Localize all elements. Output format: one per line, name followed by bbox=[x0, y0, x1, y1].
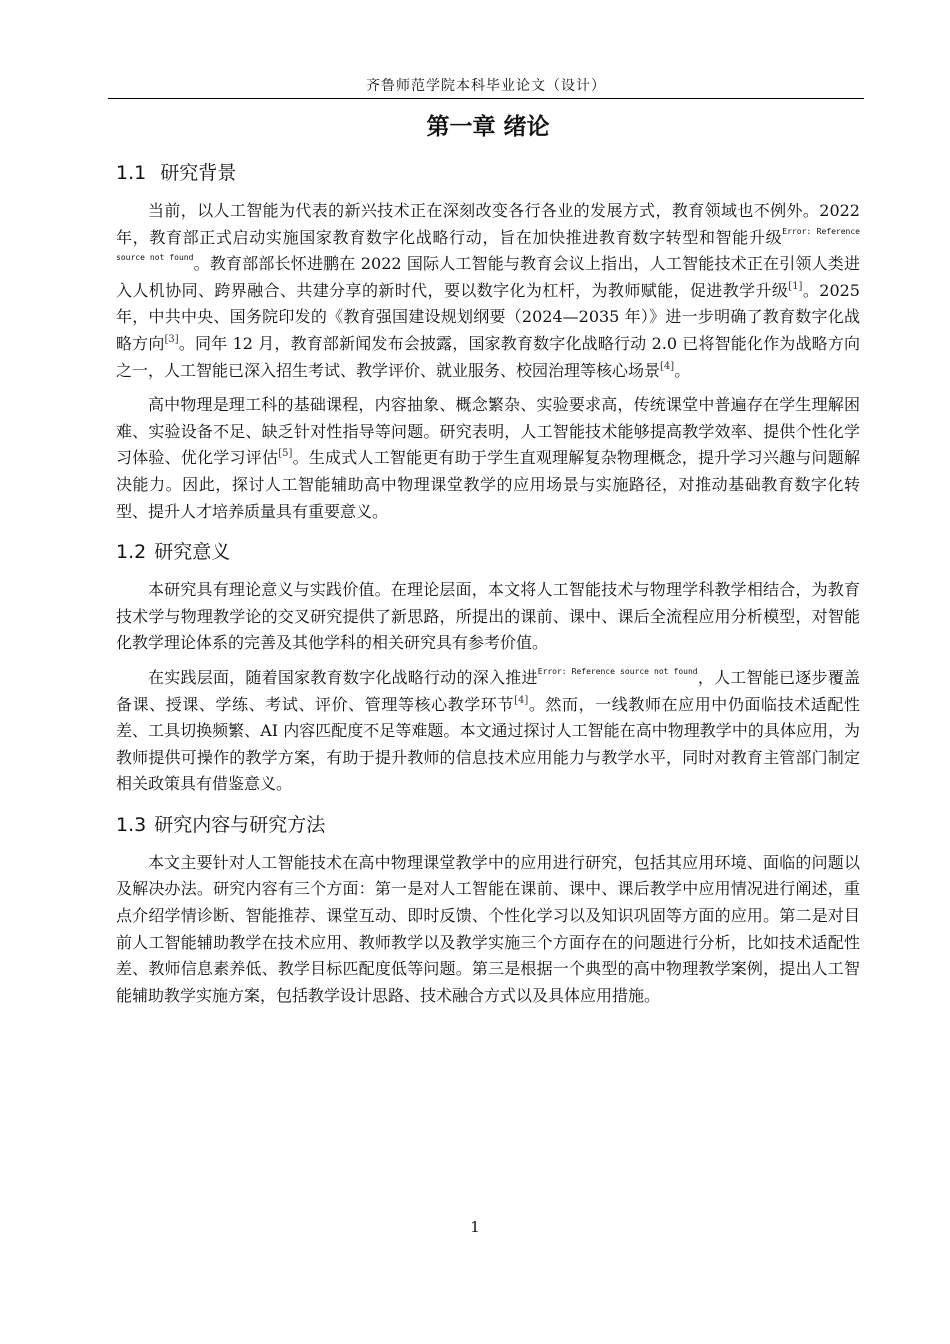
section-number: 1.1 bbox=[116, 162, 147, 184]
text-run: 。2025 年，中共中央、国务院印发的《教育强国建设规划纲要（2024—2035 年）》进一步明确了教育数字化战略方向 bbox=[116, 280, 860, 353]
paragraph-significance-2 bbox=[116, 665, 860, 798]
page-body bbox=[116, 110, 860, 1017]
citation-marker: [3] bbox=[164, 333, 179, 345]
citation-marker: [1] bbox=[788, 280, 803, 292]
text-run: 。生成式人工智能更有助于学生直观理解复杂物理概念，提升学习兴趣与问题解决能力。因此，探讨人工智能辅助高中物理课堂教学的应用场景与实施路径，对推动基础教育数字化转型、提升人才培养质量具有重要意义。 bbox=[116, 448, 860, 521]
paragraph-background-2 bbox=[116, 392, 860, 525]
section-title: 研究意义 bbox=[154, 541, 231, 564]
section-title: 研究背景 bbox=[160, 162, 237, 184]
running-header: 齐鲁师范学院本科毕业论文（设计） bbox=[366, 78, 606, 94]
reference-error: Error: Reference source not found bbox=[537, 666, 698, 676]
text-run: 本研究具有理论意义与实践价值。在理论层面，本文将人工智能技术与物理学科教学相结合，为教育技术学与物理教学论的交叉研究提供了新思路，所提出的课前、课中、课后全流程应用分析模型，对智能化教学理论体系的完善及其他学科的相关研究具有参考价值。 bbox=[116, 580, 860, 653]
text-run: 在实践层面，随着国家教育数字化战略行动的深入推进 bbox=[148, 667, 538, 687]
citation-marker: [4] bbox=[514, 694, 529, 706]
text-run: 。教育部部长怀进鹏在 2022 国际人工智能与教育会议上指出，人工智能技术正在引领人类进入人机协同、跨界融合、共建分享的新时代，要以数字化为杠杆，为教师赋能，促进教学升级 bbox=[116, 254, 860, 300]
citation-marker: [5] bbox=[278, 448, 293, 460]
section-heading-1-3 bbox=[116, 810, 860, 840]
section-number: 1.3 bbox=[116, 813, 147, 836]
header-rule bbox=[108, 98, 864, 99]
text-run: 高中物理是理工科的基础课程，内容抽象、概念繁杂、实验要求高，传统课堂中普遍存在学生理解困难、实验设备不足、缺乏针对性指导等问题。研究表明，人工智能技术能够提高教学效率、提供个性化学习体验、优化学习评估 bbox=[116, 395, 860, 468]
citation-marker: [4] bbox=[660, 360, 675, 372]
chapter-title: 第一章 绪论 bbox=[426, 114, 550, 140]
reference-error: Error: Reference source not found bbox=[116, 226, 861, 263]
section-title: 研究内容与研究方法 bbox=[154, 813, 326, 836]
paragraph-background-1 bbox=[116, 198, 860, 384]
page-number: 1 bbox=[470, 1218, 480, 1236]
text-run: ，人工智能已逐步覆盖备课、授课、学练、考试、评价、管理等核心教学环节 bbox=[116, 667, 860, 714]
section-number: 1.2 bbox=[116, 541, 147, 564]
text-run: 当前，以人工智能为代表的新兴技术正在深刻改变各行各业的发展方式，教育领域也不例外。2022 年，教育部正式启动实施国家教育数字化战略行动，旨在加快推进教育数字转型和智能升级 bbox=[116, 201, 860, 247]
section-heading-1-2 bbox=[116, 537, 860, 567]
text-run: 。然而，一线教师在应用中仍面临技术适配性差、工具切换频繁、AI 内容匹配度不足等难题。本文通过探讨人工智能在高中物理教学中的具体应用，为教师提供可操作的教学方案，有助于提升教师的信息技术应用能力与教学水平，同时对教育主管部门制定相关政策具有借鉴意义。 bbox=[116, 694, 860, 794]
text-run: 。 bbox=[674, 360, 691, 380]
text-run: 。同年 12 月，教育部新闻发布会披露，国家教育数字化战略行动 2.0 已将智能化作为战略方向之一，人工智能已深入招生考试、教学评价、就业服务、校园治理等核心场景 bbox=[116, 333, 860, 380]
text-run: 本文主要针对人工智能技术在高中物理课堂教学中的应用进行研究，包括其应用环境、面临的问题以及解决办法。研究内容有三个方面：第一是对人工智能在课前、课中、课后教学中应用情况进行阐述，重点介绍学情诊断、智能推荐、课堂互动、即时反馈、个性化学习以及知识巩固等方面的应用。第二是对目前人工智能辅助教学在技术应用、教师教学以及教学实施三个方面存在的问题进行分析，比如技术适配性差、教师信息素养低、教学目标匹配度低等问题。第三是根据一个典型的高中物理教学案例，提出人工智能辅助教学实施方案，包括教学设计思路、技术融合方式以及具体应用措施。 bbox=[116, 852, 860, 1005]
paragraph-content-methods bbox=[116, 850, 860, 1010]
section-heading-1-1 bbox=[116, 158, 860, 188]
paragraph-significance-1 bbox=[116, 577, 860, 657]
